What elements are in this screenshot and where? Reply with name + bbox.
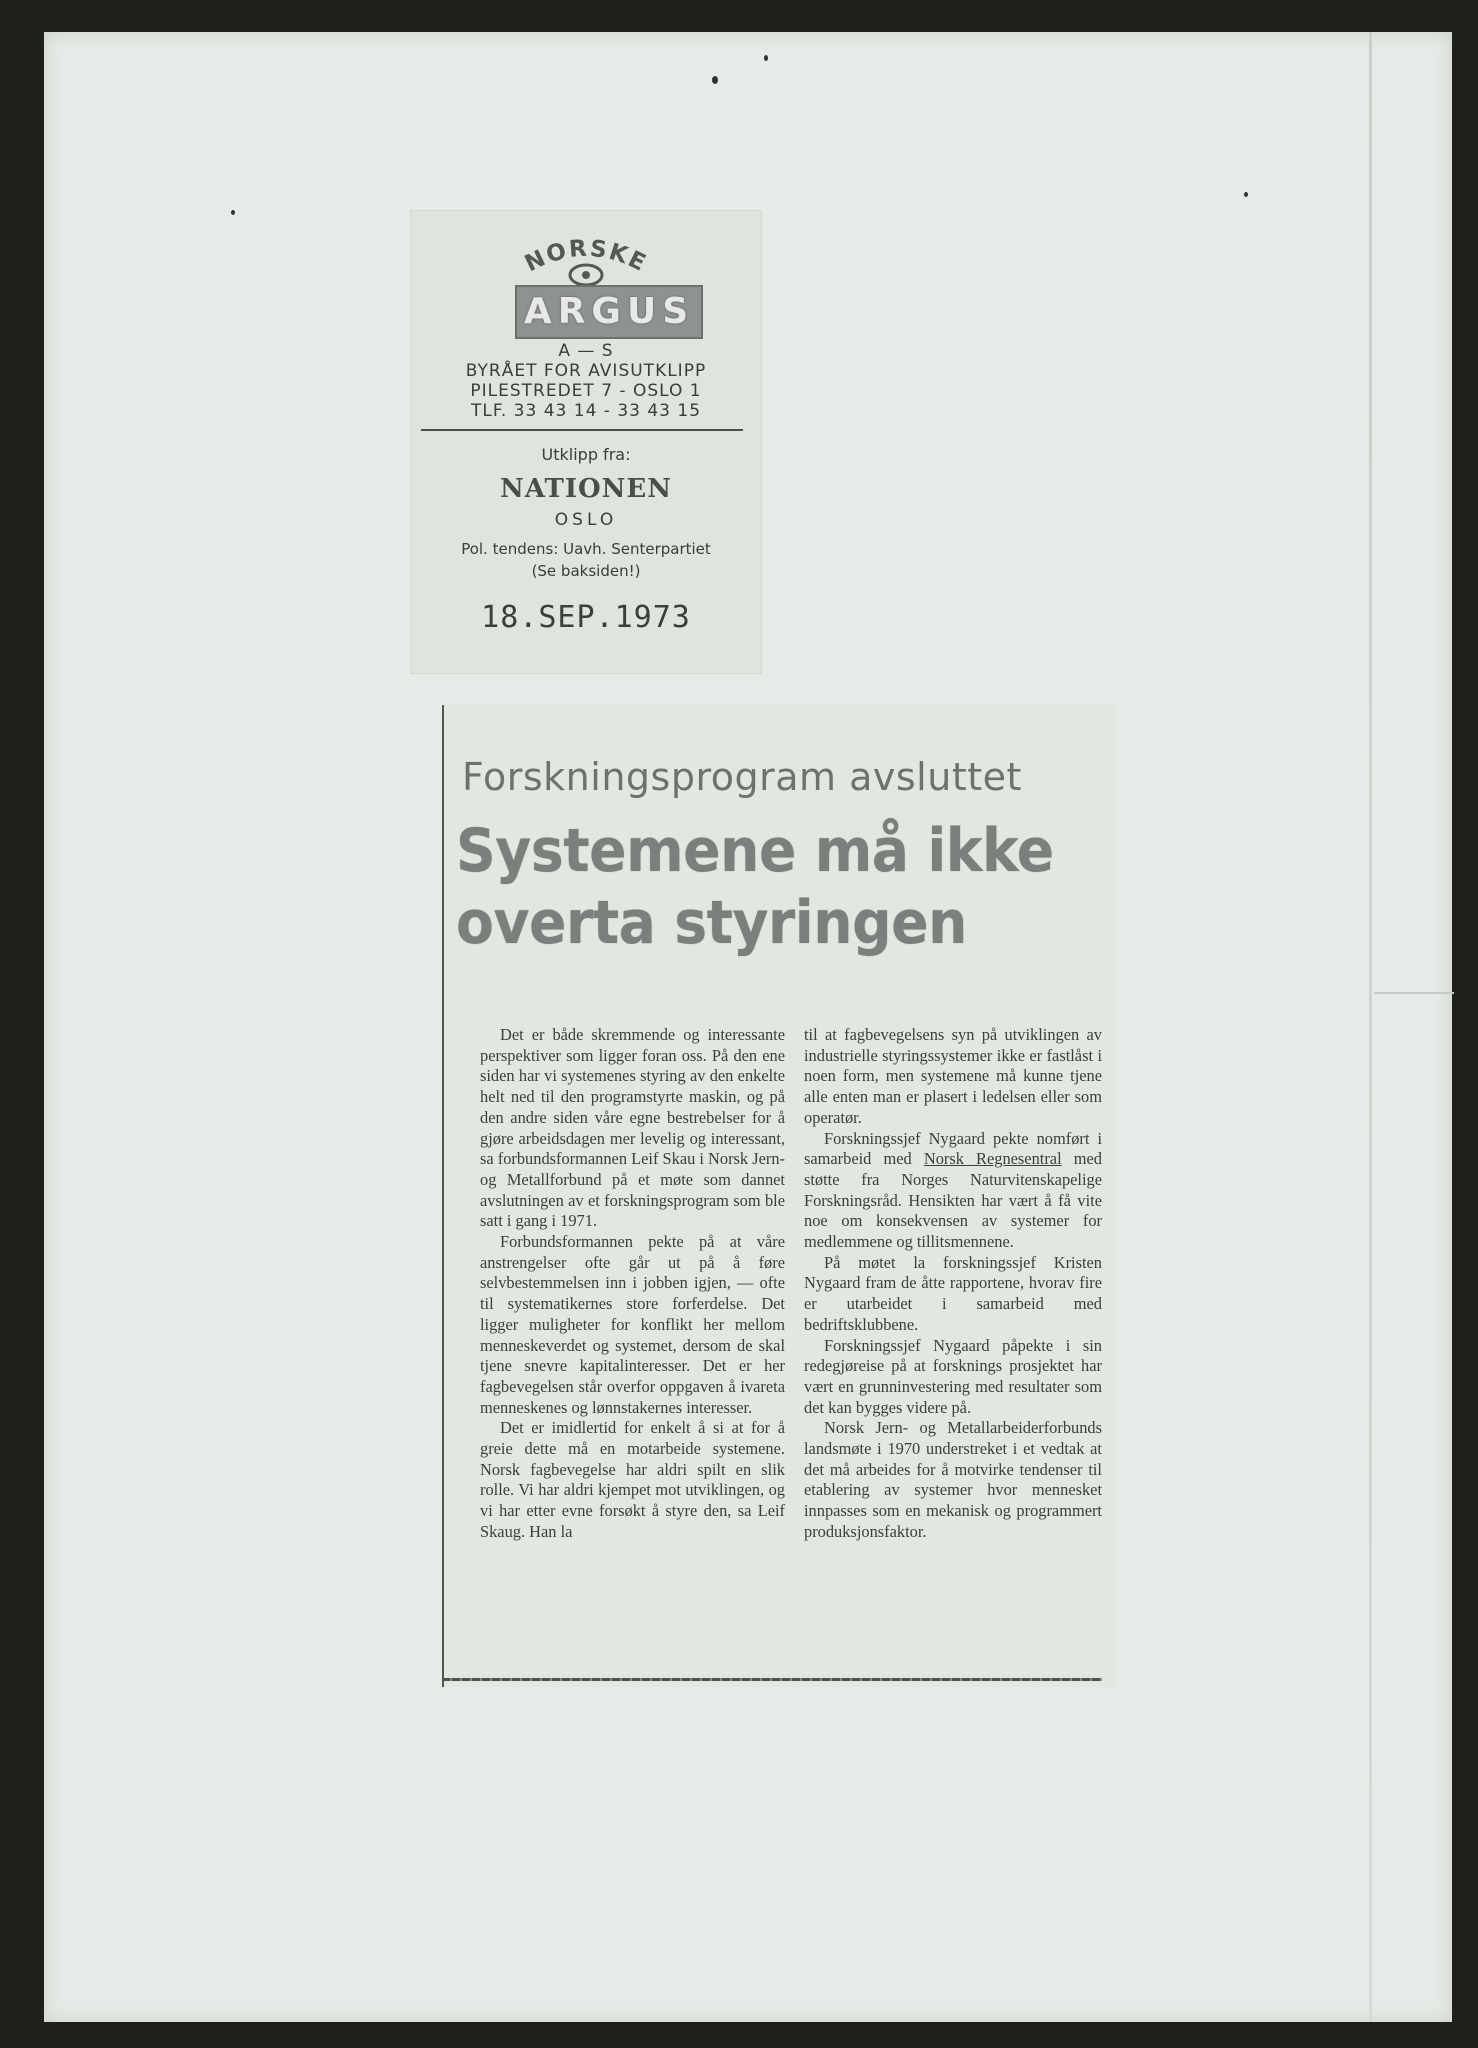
stamp-divider	[421, 429, 743, 431]
paragraph-text: med støtte fra Norges Naturvitenskapelige Forskningsråd. Hensikten har vært å få vite noe om konsekvensen av systemer for medlemmene og tillitsmennene.	[804, 1149, 1102, 1252]
stamp-arc-text: NORSKE	[520, 235, 652, 278]
argus-logo	[481, 227, 695, 335]
stamp-note: (Se baksiden!)	[531, 562, 641, 580]
article-headline	[456, 815, 1054, 959]
article-paragraph: Det er både skremmende og interessante perspektiver som ligger foran oss. På den ene siden har vi systemenes styring av den enkelte helt ned til den programstyrte maskin, og på den andre siden våre egne bestrebelser for å gjøre arbeidsdagen mer levelig og interessant, sa forbundsformannen Leif Skau i Norsk Jern- og Metallforbund på et møte som dannet avslutningen av et forskningsprogram som ble satt i gang i 1971.	[480, 1025, 785, 1231]
stamp-city: OSLO	[554, 510, 618, 530]
argus-arc-icon	[481, 227, 691, 287]
speck	[712, 76, 718, 84]
speck	[764, 55, 768, 61]
headline-line-1: Systemene må ikke	[456, 816, 1054, 886]
clipping-bottom-edge	[442, 1678, 1102, 1681]
stamp-line: BYRÅET FOR AVISUTKLIPP	[465, 361, 707, 381]
article-kicker: Forskningsprogram avsluttet	[462, 755, 1022, 799]
stamp-label: Utklipp fra:	[541, 445, 631, 464]
stamp-line: A — S	[558, 341, 614, 361]
stamp-tendens: Pol. tendens: Uavh. Senterpartiet	[461, 540, 711, 558]
article-paragraph: til at fagbevegelsens syn på utviklingen av industrielle styringssystemer ikke er fastlåst i noen form, men systemene må kunne tjene alle enten man er plasert i ledelsen eller som operatør.	[804, 1025, 1102, 1127]
article-column-left	[480, 1025, 785, 1543]
article-paragraph	[804, 1129, 1102, 1253]
article-column-right	[804, 1025, 1102, 1543]
article-paragraph: Det er imidlertid for enkelt å si at for å greie dette må en motarbeide systemene. Norsk fagbevegelse har aldri spilt en slik rolle. Vi har aldri kjempet mot utviklingen, og vi har etter evne forsøkt å styre den, sa Leif Skaug. Han la	[480, 1418, 785, 1541]
headline-line-2: overta styringen	[456, 888, 967, 958]
article-paragraph: Norsk Jern- og Metallarbeiderforbunds landsmøte i 1970 understreket i et vedtak at det må arbeides for å motvirke tendenser til etablering av systemer hvor mennesket innpasses som en mekanisk og programmert produksjonsfaktor.	[804, 1418, 1102, 1541]
stamp-line: TLF. 33 43 14 - 33 43 15	[470, 401, 702, 421]
stamp-brand: ARGUS	[515, 285, 703, 339]
fold-crease	[1374, 992, 1454, 994]
speck	[1244, 192, 1248, 197]
newspaper-clipping	[442, 705, 1116, 1687]
clipping-service-stamp	[410, 210, 762, 674]
paragraph-text: Forskningssjef Nygaard pekte nomført i samarbeid med	[804, 1128, 1102, 1169]
stamp-line: PILESTREDET 7 - OSLO 1	[470, 381, 702, 401]
article-paragraph: Forskningssjef Nygaard påpekte i sin redegjøreise på at forsknings prosjektet har vært en grunninvestering med resultater som det kan bygges videre på.	[804, 1335, 1102, 1417]
underlined-organization: Norsk Regnesentral	[923, 1149, 1062, 1169]
article-paragraph: Forbundsformannen pekte på at våre anstrengelser ofte går ut på å føre selvbestemmelsen inn i jobben igjen, — ofte til systematikernes store forferdelse. Det ligger muligheter for konflikt her mellom menneskeverdet og systemet, dersom de skal tjene snevre kapitalinteresser. Det er her fagbevegelsen står overfor oppgaven å ivareta menneskenes og lønnstakernes interesser.	[480, 1232, 785, 1417]
stamp-newspaper: NATIONEN	[499, 474, 673, 504]
stamp-address	[411, 341, 761, 421]
speck	[231, 210, 235, 215]
stamp-date: 18.SEP.1973	[481, 600, 691, 635]
article-paragraph: På møtet la forskningssjef Kristen Nygaard fram de åtte rapportene, hvorav fire er utarbeidet i samarbeid med bedriftsklubbene.	[804, 1252, 1102, 1334]
fold-line	[1369, 32, 1372, 2022]
